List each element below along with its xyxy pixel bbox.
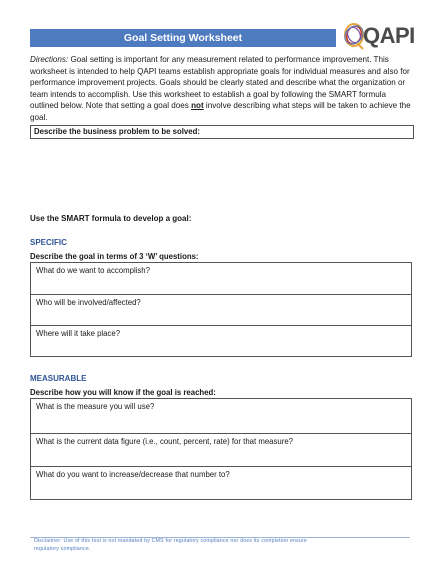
question-field-current-data[interactable] [31,433,411,466]
business-problem-field[interactable] [30,125,414,139]
business-problem-label: Describe the business problem to be solved: [34,127,200,136]
logo-text: QAPI [363,23,415,48]
directions-text-1: Goal setting is important for any measurement related to performance improvement. This worksheet is intended to help QAPI teams establish appropriate goals for individual measures and also for performance improvement projects. Goals should be clearly stated and describe what the organization or team intends to accomplish. Use this worksheet to establish a goal by following the SMART formula outlined below. Note that setting a goal does [30,55,410,111]
smart-intro: Use the SMART formula to develop a goal: [30,214,192,223]
question-text: What do you want to increase/decrease that number to? [36,470,230,479]
directions-paragraph [30,54,412,124]
directions-label: Directions: [30,55,69,64]
measurable-description: Describe how you will know if the goal is reached: [30,388,216,397]
question-text: What do we want to accomplish? [36,266,150,275]
question-field-who[interactable] [31,294,411,325]
question-text: What is the measure you will use? [36,402,155,411]
directions-emphasis: not [191,101,204,111]
measurable-questions-table [30,398,412,500]
specific-description: Describe the goal in terms of 3 ‘W’ questions: [30,252,199,261]
question-text: Where will it take place? [36,329,121,338]
measurable-heading: MEASURABLE [30,374,87,383]
question-text: What is the current data figure (i.e., count, percent, rate) for that measure? [36,437,293,446]
page-title: Goal Setting Worksheet [30,29,336,47]
disclaimer: Disclaimer: Use of this tool is not mandated by CMS for regulatory compliance nor does its completion ensure regulatory compliance. [34,538,308,552]
specific-questions-table [30,262,412,357]
question-field-what[interactable] [31,263,411,294]
question-field-measure[interactable] [31,399,411,433]
question-text: Who will be involved/affected? [36,298,141,307]
question-field-target[interactable] [31,466,411,499]
question-field-where[interactable] [31,325,411,356]
qapi-logo [342,21,414,51]
specific-heading: SPECIFIC [30,238,67,247]
directions-text-2: involve describing what steps will be taken to achieve the goal. [30,101,411,122]
